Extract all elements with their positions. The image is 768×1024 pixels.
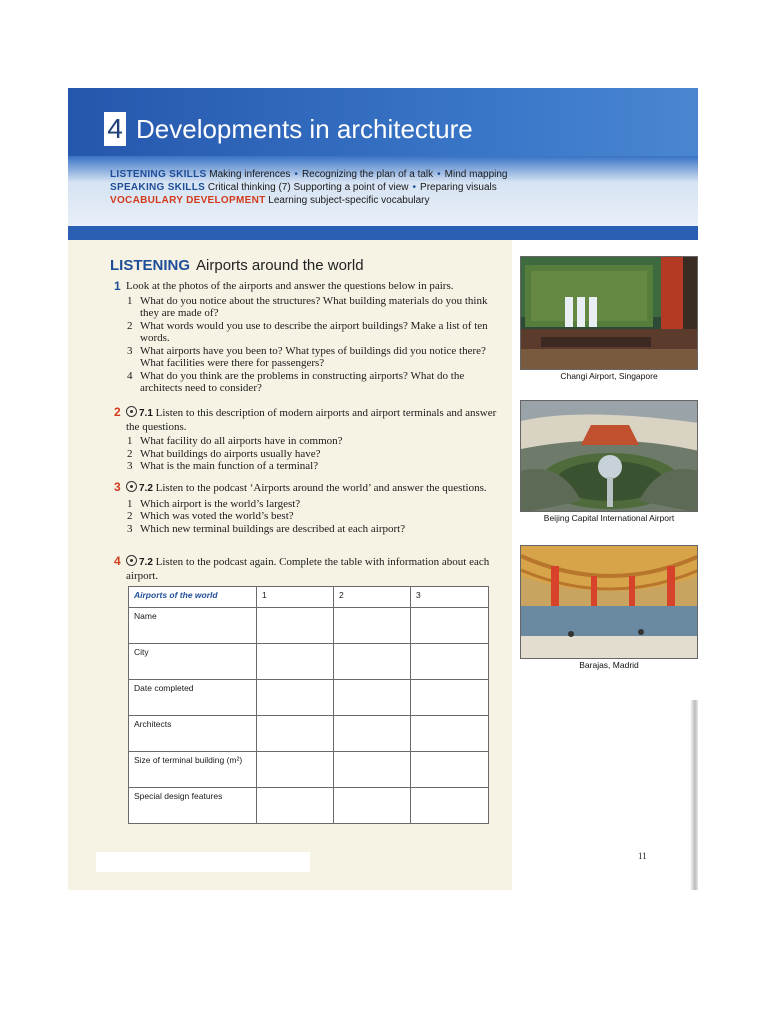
cd-audio-icon [126,481,137,492]
answer-cell[interactable] [257,788,334,824]
answer-cell[interactable] [334,680,411,716]
table-row [129,716,489,752]
row-label: City [129,644,257,680]
skill-item: Mind mapping [444,169,508,180]
skill-item: Recognizing the plan of a talk [301,169,434,180]
question: 2 What buildings do airports usually have? [127,447,321,460]
skill-label: SPEAKING SKILLS [110,182,206,193]
photo-changi [520,256,698,382]
question: 1 What do you notice about the structures? What building materials do you think they are made of? [127,294,488,319]
answer-cell[interactable] [411,680,489,716]
row-label: Date completed [129,680,257,716]
question: 3 What is the main function of a terminal? [127,460,319,472]
track-number: 7.1 [139,408,153,419]
exercise-number: 2 [114,405,121,419]
scan-mark [96,852,310,872]
table-header-cell: 3 [411,587,489,608]
answer-cell[interactable] [411,644,489,680]
header-stripe [68,226,698,240]
table-row [129,788,489,824]
answer-cell[interactable] [334,788,411,824]
question-list [114,498,506,536]
row-label: Special design features [129,788,257,824]
table-row [129,644,489,680]
track-number: 7.2 [139,557,153,568]
page-number: 11 [638,851,647,861]
table-header-cell: 1 [257,587,334,608]
airports-table [128,586,489,824]
exercise-4 [114,555,506,582]
photo-beijing [520,400,698,524]
question: 2 What words would you use to describe the airport buildings? Make a list of ten words. [127,319,488,344]
beijing-airport-image [520,400,698,512]
exercise-number: 1 [114,279,121,293]
bullet: • [294,169,298,180]
textbook-page [68,88,698,890]
answer-cell[interactable] [411,716,489,752]
table-header-cell: Airports of the world [129,587,257,608]
answer-cell[interactable] [411,608,489,644]
answer-cell[interactable] [334,644,411,680]
table-row [129,608,489,644]
page-edge-shadow [690,700,698,890]
vocabulary-line [110,194,670,207]
skill-item: Making inferences [209,169,291,180]
table-row [129,752,489,788]
photo-caption: Beijing Capital International Airport [543,513,675,523]
question: 3 What airports have you been to? What types of buildings did you notice there? What facilities were there for passengers? [127,344,486,369]
table-header-cell: 2 [334,587,411,608]
exercise-1 [114,280,506,395]
exercise-2 [114,406,506,473]
question-list [114,295,506,395]
question: 2 Which was voted the world’s best? [127,510,294,522]
unit-header [68,88,698,240]
answer-cell[interactable] [411,752,489,788]
skill-item: Preparing visuals [420,182,497,193]
barajas-airport-image [520,545,698,659]
unit-title: Developments in architecture [136,114,473,144]
skill-item: Learning subject-specific vocabulary [268,195,430,206]
exercise-instruction: 7.2 Listen to the podcast ‘Airports around the world’ and answer the questions. [126,481,506,496]
exercise-instruction: 7.1 Listen to this description of modern airports and airport terminals and answer the questions. [126,407,497,433]
answer-cell[interactable] [257,680,334,716]
photo-caption: Changi Airport, Singapore [560,371,658,381]
table-header-row [129,587,489,608]
skill-item: Critical thinking (7) Supporting a point of view [207,182,409,193]
track-number: 7.2 [139,483,153,494]
row-label: Size of terminal building (m²) [129,752,257,788]
row-label: Name [129,608,257,644]
skill-label: LISTENING SKILLS [110,169,207,180]
answer-cell[interactable] [334,716,411,752]
answer-cell[interactable] [334,608,411,644]
photo-barajas [520,545,698,671]
answer-cell[interactable] [411,788,489,824]
unit-number: 4 [104,112,126,146]
photo-caption: Barajas, Madrid [579,660,639,670]
question: 1 Which airport is the world’s largest? [127,497,301,510]
section-keyword: LISTENING [110,257,191,274]
question: 3 Which new terminal buildings are described at each airport? [127,522,406,535]
table-row [129,680,489,716]
cd-audio-icon [126,555,137,566]
section-title: Airports around the world [196,257,364,274]
section-heading [110,256,364,276]
exercise-instruction: Look at the photos of the airports and answer the questions below in pairs. [126,280,454,292]
question: 1 What facility do all airports have in common? [127,435,343,447]
answer-cell[interactable] [334,752,411,788]
listening-skills-line [110,168,670,181]
row-label: Architects [129,716,257,752]
answer-cell[interactable] [257,608,334,644]
bullet: • [412,182,417,193]
bullet: • [437,169,441,180]
answer-cell[interactable] [257,644,334,680]
speaking-skills-line [110,181,670,194]
exercise-number: 4 [114,554,121,568]
changi-airport-image [520,256,698,370]
exercise-number: 3 [114,480,121,494]
question-list [114,435,506,473]
exercise-3 [114,481,506,535]
skills-summary [110,168,670,207]
exercise-instruction: 7.2 Listen to the podcast again. Complete the table with information about each airport. [126,556,490,582]
answer-cell[interactable] [257,716,334,752]
question: 4 What do you think are the problems in constructing airports? What do the architects need to consider? [127,369,465,394]
cd-audio-icon [126,406,137,417]
answer-cell[interactable] [257,752,334,788]
skill-label: VOCABULARY DEVELOPMENT [110,195,266,206]
